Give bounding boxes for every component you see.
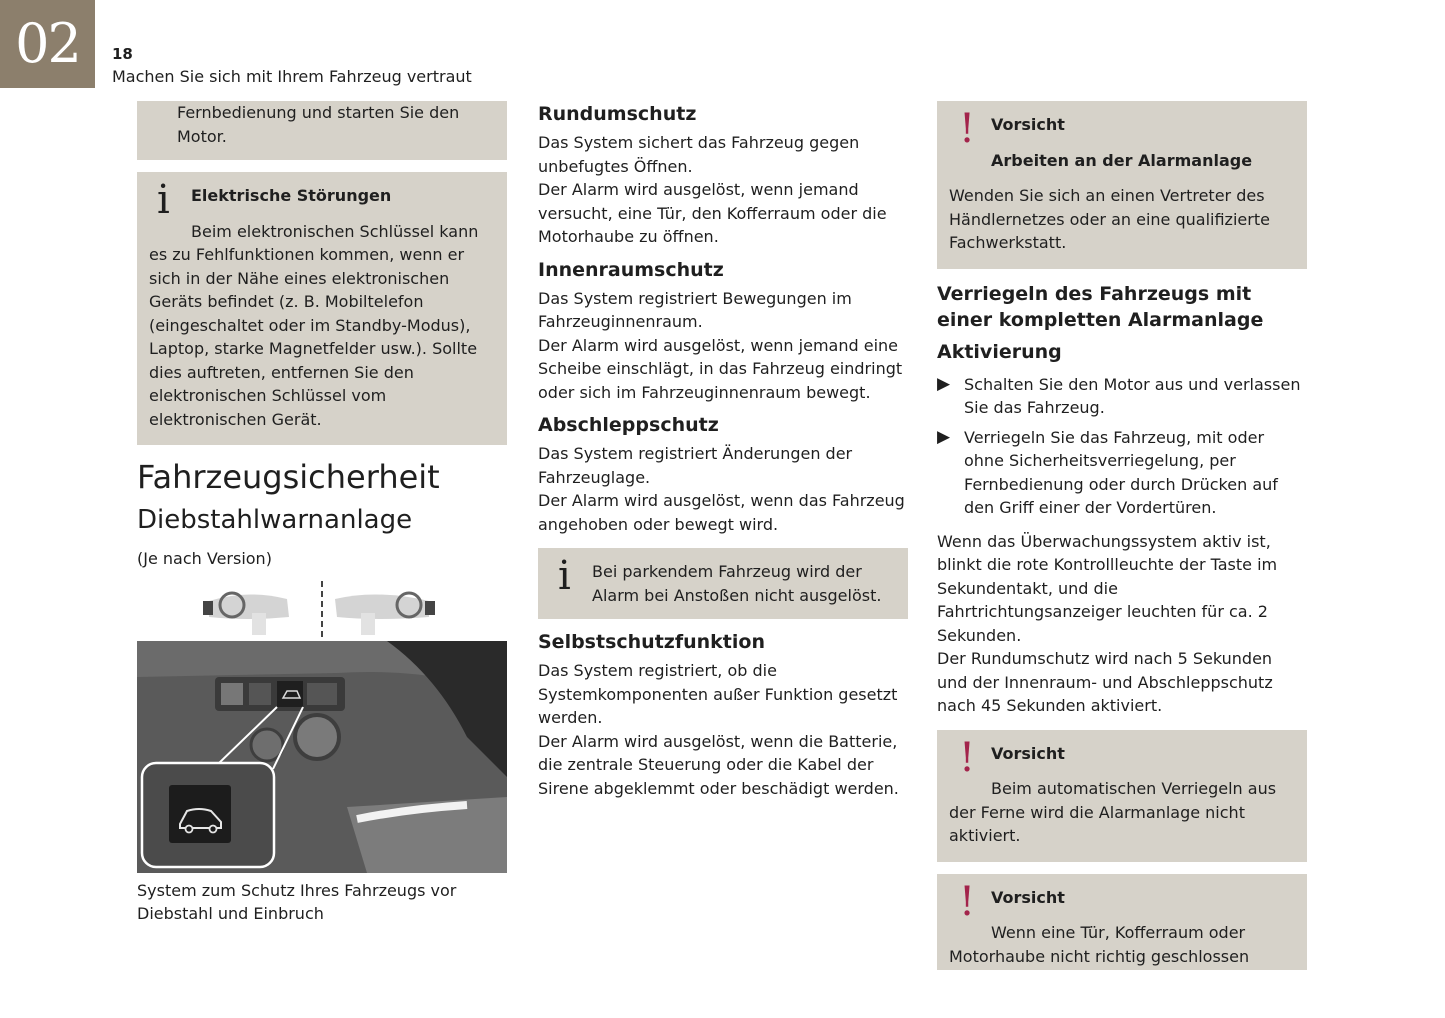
info-box-title: Elektrische Störungen	[191, 186, 392, 205]
towing-p2: Der Alarm wird ausgelöst, wenn das Fahrzeug angehoben oder bewegt wird.	[538, 491, 905, 534]
heading-vehicle-security: Fahrzeugsicherheit	[137, 458, 440, 496]
caution-label: Vorsicht	[991, 743, 1065, 763]
heading-alarm-system: Diebstahlwarnanlage	[137, 505, 413, 535]
bullet-item	[937, 373, 1307, 420]
section-towing	[538, 412, 908, 536]
self-protection-p2: Der Alarm wird ausgelöst, wenn die Batterie, die zentrale Steuerung oder die Kabel der Sirene abgeklemmt oder beschädigt werden.	[538, 731, 899, 798]
activation-p2: Der Rundumschutz wird nach 5 Sekunden und der Innenraum- und Abschleppschutz nach 45 Sekunden aktiviert.	[937, 649, 1273, 715]
heading-activation: Aktivierung	[937, 340, 1062, 363]
info-box-electrical	[137, 172, 507, 445]
caution-label: Vorsicht	[991, 887, 1065, 907]
caution-text: Wenden Sie sich an einen Vertreter des Händlernetzes oder an eine qualifizierte Fachwerkstatt.	[949, 186, 1270, 252]
running-header: Machen Sie sich mit Ihrem Fahrzeug vertraut	[112, 67, 472, 86]
heading-interior: Innenraumschutz	[538, 258, 724, 281]
info-box-first-line: Beim elektronischen Schlüssel kann	[191, 221, 479, 241]
perimeter-p2: Der Alarm wird ausgelöst, wenn jemand versucht, eine Tür, den Kofferraum oder die Motorhaube zu öffnen.	[538, 180, 887, 246]
bullet-item	[937, 426, 1307, 520]
caution-title: Arbeiten an der Alarmanlage	[991, 150, 1253, 170]
section-self-protection	[538, 629, 908, 800]
page-number: 18	[112, 45, 133, 63]
continued-line-2: Motor.	[177, 126, 227, 146]
parked-line-1: Bei parkendem Fahrzeug wird der	[592, 562, 862, 581]
dashboard-illustration	[137, 577, 507, 873]
parked-line-2: Alarm bei Anstoßen nicht ausgelöst.	[592, 585, 882, 605]
heading-towing: Abschleppschutz	[538, 414, 719, 436]
info-icon: i	[157, 177, 170, 223]
caution-icon: !	[959, 878, 976, 925]
triangle-bullet-icon: ▶	[937, 426, 951, 447]
caution-first-line: Wenn eine Tür, Kofferraum oder	[991, 923, 1246, 942]
info-icon: i	[558, 553, 571, 599]
towing-p1: Das System registriert Änderungen der Fahrzeuglage.	[538, 444, 853, 487]
triangle-bullet-icon: ▶	[937, 373, 951, 394]
continued-line-1: Fernbedienung und starten Sie den	[177, 103, 460, 122]
interior-p2: Der Alarm wird ausgelöst, wenn jemand eine Scheibe einschlägt, in das Fahrzeug eindringt oder sich im Fahrzeuginnenraum bewegt.	[538, 335, 903, 402]
caution-icon: !	[959, 734, 976, 781]
chapter-tab: 02	[0, 0, 95, 88]
heading-self-protection: Selbstschutzfunktion	[538, 631, 765, 653]
bullet-text: Verriegeln Sie das Fahrzeug, mit oder ohne Sicherheitsverriegelung, per Fernbedienung oder durch Drücken auf den Griff einer der Vordertüren.	[964, 427, 1278, 517]
continued-box	[137, 101, 507, 160]
interior-p1: Das System registriert Bewegungen im Fahrzeuginnenraum.	[538, 288, 852, 331]
perimeter-p1: Das System sichert das Fahrzeug gegen unbefugtes Öffnen.	[538, 133, 860, 176]
bullet-text: Schalten Sie den Motor aus und verlassen Sie das Fahrzeug.	[964, 374, 1301, 417]
caution-box-door-open	[937, 874, 1307, 971]
figure-caption: System zum Schutz Ihres Fahrzeugs vor Diebstahl und Einbruch	[137, 880, 457, 923]
caution-icon: !	[959, 106, 976, 152]
caution-first-line: Beim automatischen Verriegeln aus	[991, 779, 1277, 798]
column-3	[937, 101, 1307, 970]
activation-p1: Wenn das Überwachungssystem aktiv ist, blinkt die rote Kontrollleuchte der Taste im Sekundentakt, und die Fahrtrichtungsanzeiger leuchten für ca. 2 Sekunden.	[937, 531, 1278, 645]
info-box-text: es zu Fehlfunktionen kommen, wenn er sich in der Nähe eines elektronischen Geräts befindet (z. B. Mobiltelefon (eingeschaltet oder im Standby-Modus), Laptop, starke Magnetfelder usw.). Sollte dies auftreten, entfernen Sie den elektronischen Schlüssel vom elektronischen Gerät.	[149, 245, 478, 429]
caution-text: der Ferne wird die Alarmanlage nicht aktiviert.	[949, 802, 1245, 845]
self-protection-p1: Das System registriert, ob die Systemkomponenten außer Funktion gesetzt werden.	[538, 661, 898, 727]
column-1	[137, 101, 507, 926]
caution-label: Vorsicht	[991, 115, 1065, 134]
heading-perimeter: Rundumschutz	[538, 103, 697, 125]
caution-box-auto-lock	[937, 730, 1307, 862]
section-perimeter	[538, 101, 908, 249]
heading-locking-full-alarm: Verriegeln des Fahrzeugs mit einer kompletten Alarmanlage	[937, 282, 1264, 331]
section-interior	[538, 257, 908, 405]
version-note: (Je nach Version)	[137, 549, 272, 568]
info-box-parked	[538, 548, 908, 619]
caution-text: Motorhaube nicht richtig geschlossen	[949, 946, 1250, 966]
column-2	[538, 101, 908, 800]
alarm-button-figure	[137, 577, 507, 873]
caution-box-alarm-work	[937, 101, 1307, 269]
